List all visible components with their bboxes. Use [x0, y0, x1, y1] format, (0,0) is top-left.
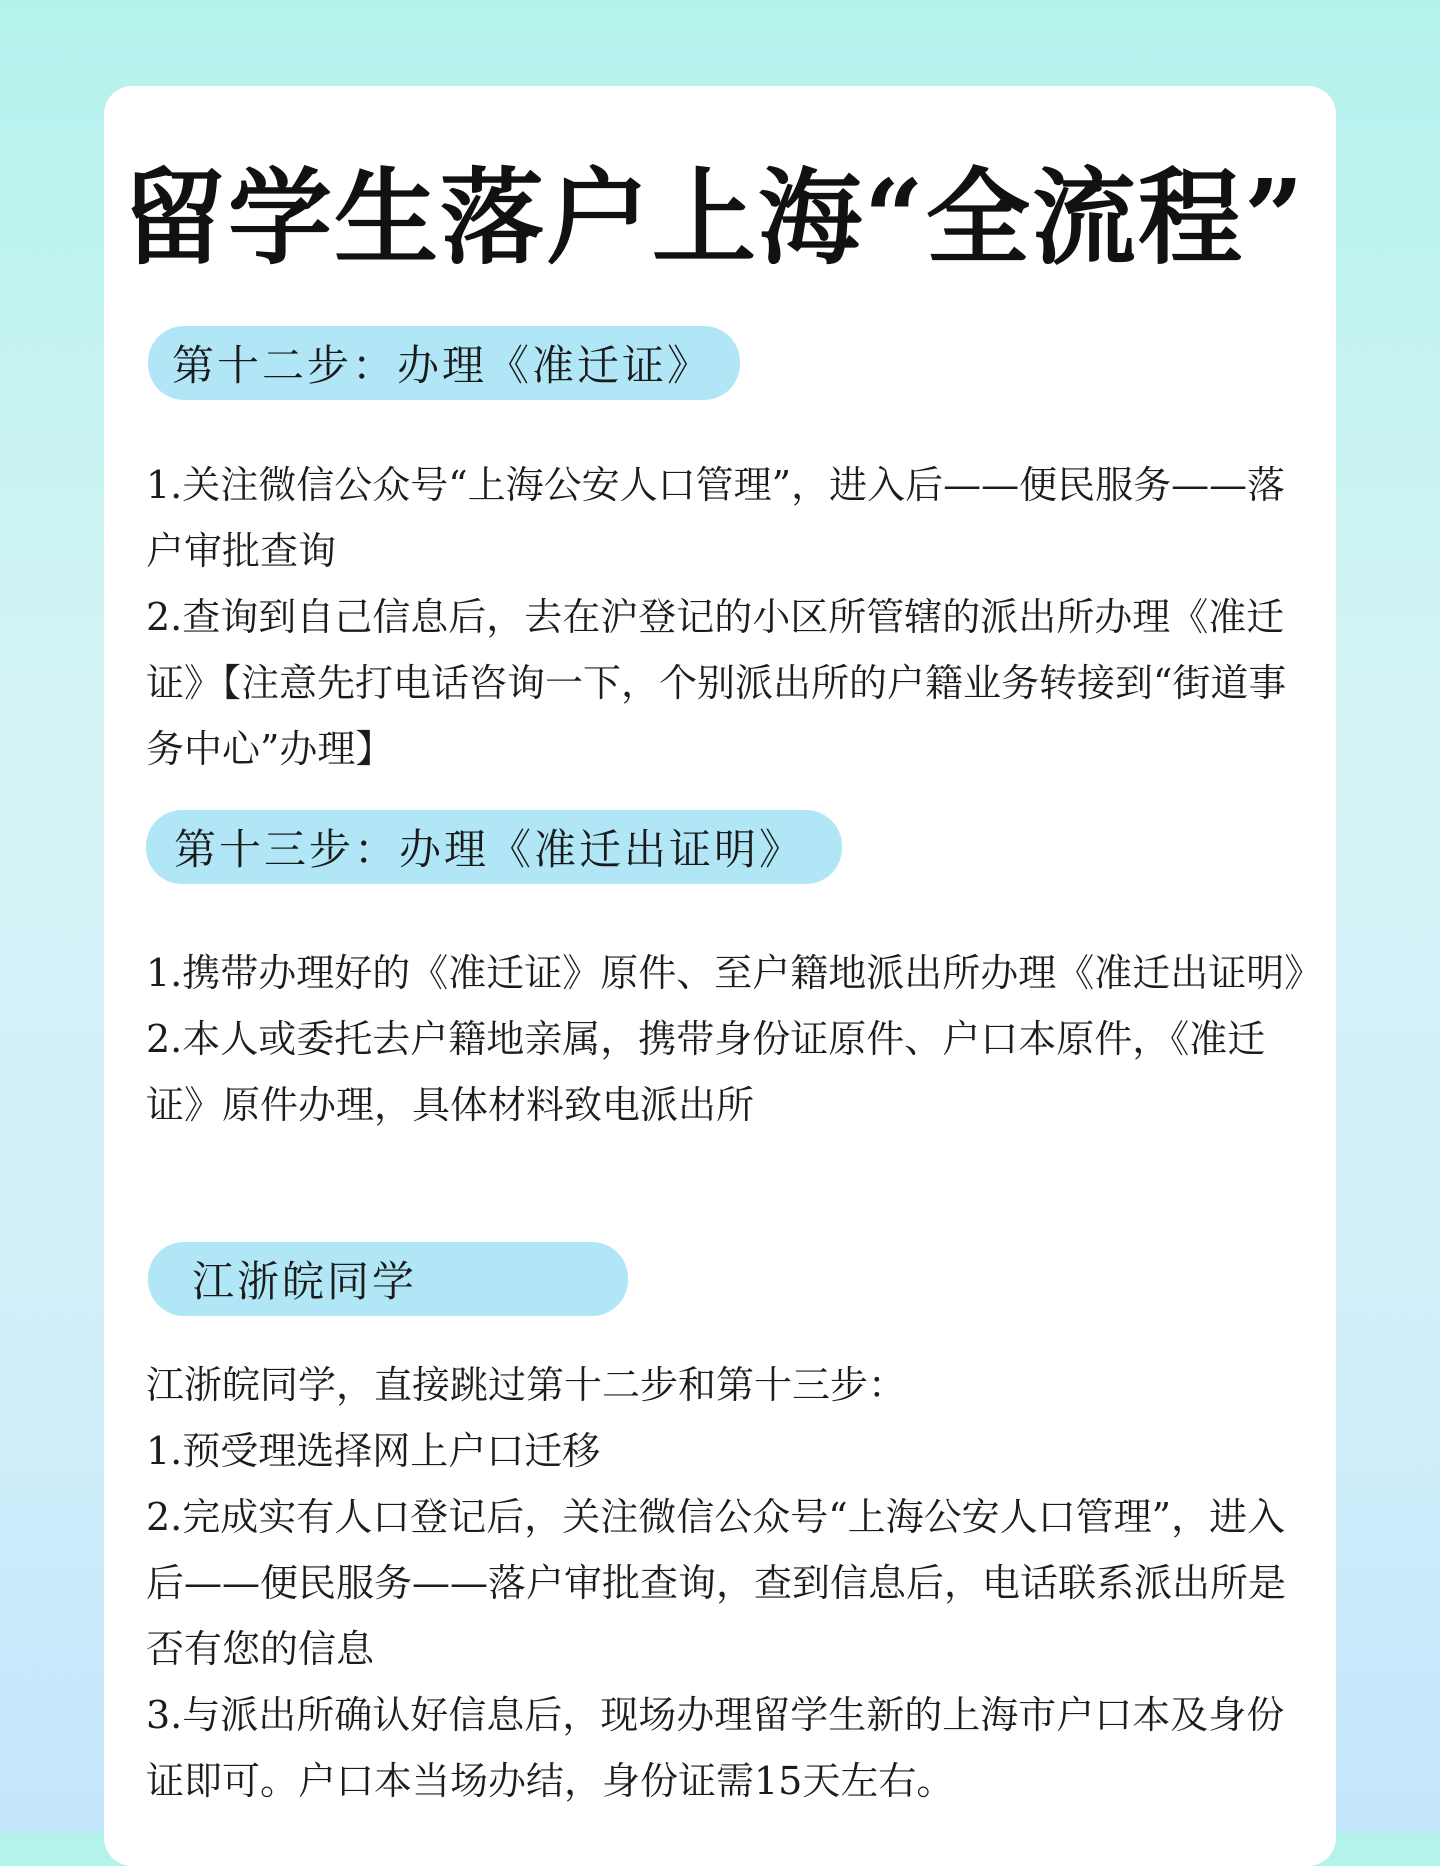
list-item: 1.预受理选择网上户口迁移 — [146, 1429, 601, 1473]
section-heading-step-13 — [146, 810, 842, 884]
list-item: 2.本人或委托去户籍地亲属，携带身份证原件、户口本原件，《准迁证》原件办理，具体材料致电派出所 — [146, 1017, 1266, 1127]
section-heading-jiangzhewan — [148, 1242, 628, 1316]
section-heading-label: 第十三步：办理《准迁出证明》 — [174, 825, 805, 874]
list-item: 1.关注微信公众号“上海公安人口管理”，进入后——便民服务——落户审批查询 — [146, 463, 1286, 573]
section-heading-step-12 — [148, 326, 740, 400]
section-heading-label: 第十二步：办理《准迁证》 — [172, 341, 713, 390]
list-item: 2.查询到自己信息后，去在沪登记的小区所管辖的派出所办理《准迁证》【注意先打电话咨询一下，个别派出所的户籍业务转接到“街道事务中心”办理】 — [146, 595, 1287, 771]
section-intro: 江浙皖同学，直接跳过第十二步和第十三步： — [146, 1363, 907, 1407]
section-body-jiangzhewan — [146, 1352, 1306, 1814]
list-item: 3.与派出所确认好信息后，现场办理留学生新的上海市户口本及身份证即可。户口本当场办结，身份证需15天左右。 — [146, 1693, 1285, 1803]
section-heading-label: 江浙皖同学 — [192, 1257, 418, 1306]
section-body-step-12 — [146, 452, 1306, 782]
list-item: 1.携带办理好的《准迁证》原件、至户籍地派出所办理《准迁出证明》 — [146, 951, 1323, 995]
content-card — [104, 86, 1336, 1866]
page-title: 留学生落户上海“全流程” — [122, 156, 1306, 279]
list-item: 2.完成实有人口登记后，关注微信公众号“上海公安人口管理”，进入后——便民服务——落户审批查询，查到信息后，电话联系派出所是否有您的信息 — [146, 1495, 1287, 1671]
section-body-step-13 — [146, 940, 1323, 1138]
